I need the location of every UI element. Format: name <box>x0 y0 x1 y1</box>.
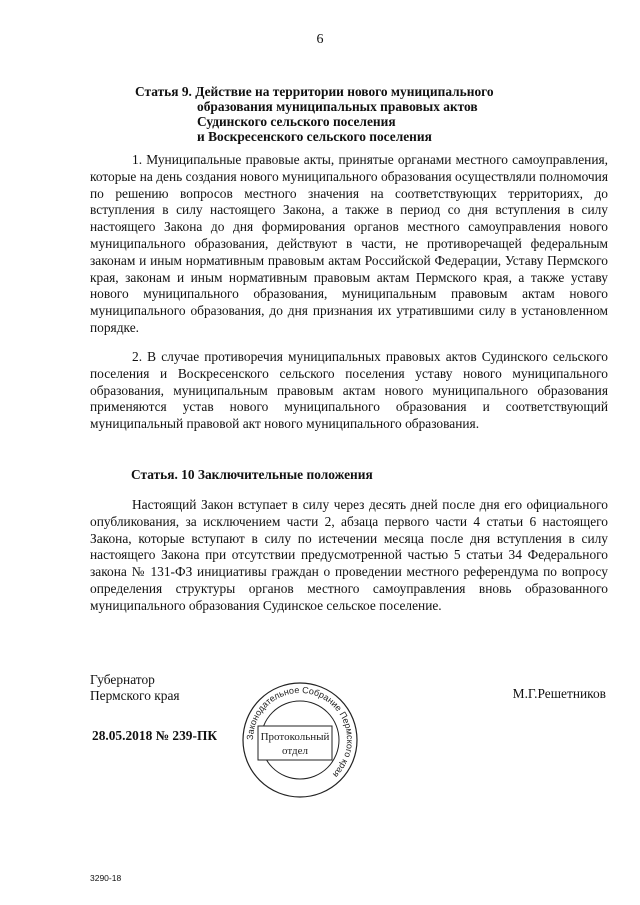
stamp-center-line-1: Протокольный <box>260 731 330 743</box>
signature-position-line-1: Губернатор <box>90 672 155 687</box>
article-9-paragraph-1: 1. Муниципальные правовые акты, принятые органами местного самоуправления, которые на день создания нового муниципального образования осуществляли полномочия по решению вопросов местного значения на соответствующих территориях, до вступления в силу настоящего Закона, а также в период со дня вступления в силу настоящего Закона до дня формирования органов местного самоуправления нового муниципального образования, действуют в части, не противоречащей федеральным законам и иным нормативным правовым актам Российской Федерации, Уставу Пермского края, законам и иным нормативным правовым актам Пермского края, а также уставу нового муниципального образования, муниципальным правовым актам нового муниципального образования, до дня признания их утратившими силу в установленном порядке. <box>90 152 608 335</box>
article-9-paragraph-2-block <box>90 349 608 433</box>
article-9-title-line-2: образования муниципальных правовых актов <box>197 99 478 114</box>
law-date-number: 28.05.2018 № 239-ПК <box>92 728 218 743</box>
document-code: 3290-18 <box>90 873 122 883</box>
article-9-paragraph-2: 2. В случае противоречия муниципальных правовых актов Судинского сельского поселения и Воскресенского сельского поселения уставу нового муниципального образования, муниципальным правовым актам нового муниципального образования применяются устав нового муниципального образования и соответствующий муниципальный правовой акт нового муниципального образования. <box>90 349 608 432</box>
article-10-paragraph-block <box>90 497 608 615</box>
article-10-paragraph: Настоящий Закон вступает в силу через десять дней после дня его официального опубликования, за исключением части 2, абзаца первого части 4 статьи 6 настоящего Закона, которые вступают в силу по истечении месяца после дня вступления в силу настоящего Закона при отсутствии предусмотренной частью 5 статьи 34 Федерального закона № 131-ФЗ инициативы граждан о проведении местного референдума по вопросу определения структуры органов местного самоуправления вновь образованного муниципального образования Судинское сельское поселение. <box>90 497 608 613</box>
stamp-center-line-2: отдел <box>282 745 308 757</box>
stamp-ring-text: Законодательное Собрание Пермского края <box>244 684 356 780</box>
signature-position-line-2: Пермского края <box>90 688 180 703</box>
official-stamp <box>240 680 360 800</box>
article-10-title: Статья. 10 Заключительные положения <box>131 467 373 482</box>
signature-name: М.Г.Решетников <box>512 686 606 701</box>
article-9-title <box>135 84 555 144</box>
signature-position <box>90 672 180 704</box>
article-9-paragraph-1-block <box>90 152 608 337</box>
article-9-title-line-1: Статья 9. Действие на территории нового муниципального <box>135 84 494 99</box>
page-number: 6 <box>316 32 324 47</box>
article-9-title-line-3: Судинского сельского поселения <box>197 114 396 129</box>
article-9-title-line-4: и Воскресенского сельского поселения <box>197 129 432 144</box>
